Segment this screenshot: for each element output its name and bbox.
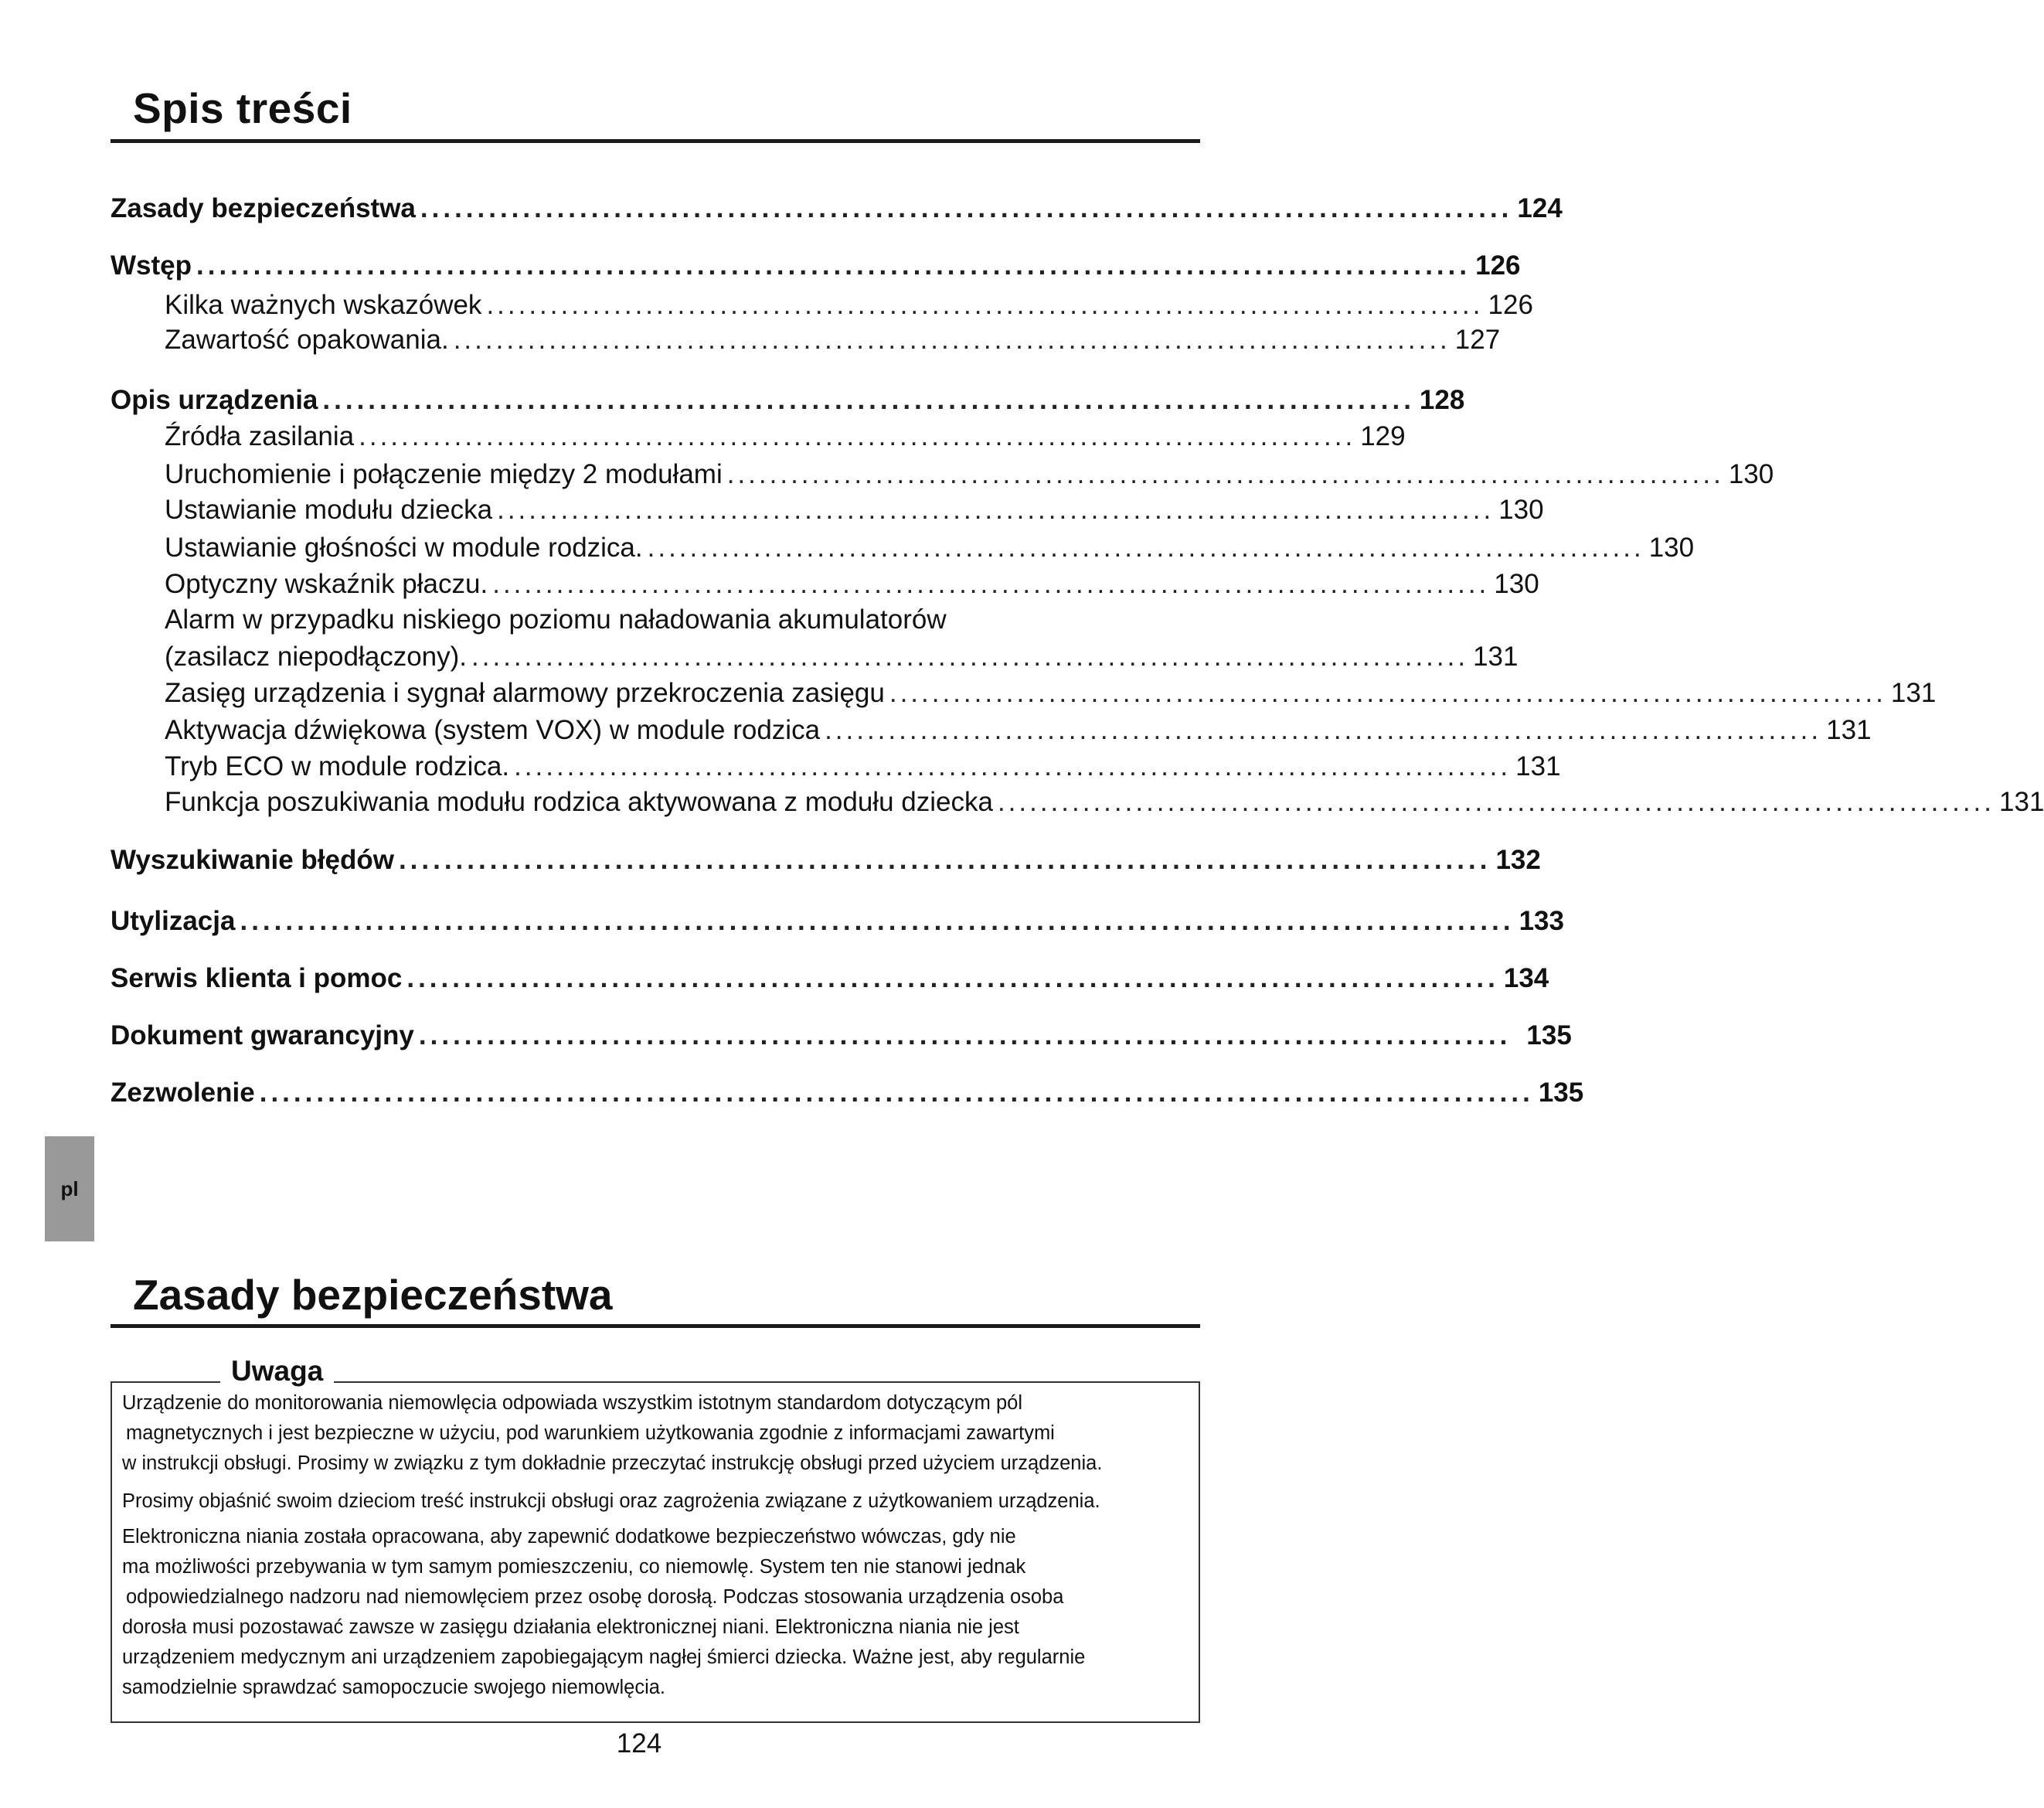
- toc-leader-dots: ..............................................................................................: [486, 290, 1484, 320]
- toc-subentry[interactable]: [165, 325, 1501, 356]
- toc-leader-dots: ................................................................................................................: [196, 250, 1471, 281]
- notice-line: magnetycznych i jest bezpieczne w użyciu, pod warunkiem użytkowania zgodnie z informacjami zawartymi: [126, 1422, 1055, 1444]
- toc-subentry[interactable]: [165, 421, 1406, 452]
- toc-entry-page: 130: [1648, 533, 1695, 563]
- notice-line: dorosła musi pozostawać zawsze w zasięgu działania elektronicznej niani. Elektroniczna niania nie jest: [122, 1616, 1019, 1638]
- toc-entry[interactable]: [111, 250, 1521, 281]
- toc-leader-dots: ..............................................................................................: [889, 678, 1886, 708]
- toc-entry-label: Uruchomienie i połączenie między 2 modułami: [165, 459, 723, 489]
- toc-entry-label: Zasady bezpieczeństwa: [111, 193, 416, 223]
- toc-entry-page: 126: [1475, 250, 1521, 281]
- notice-line: ma możliwości przebywania w tym samym pomieszczeniu, co niemowlę. System ten nie stanowi jednak: [122, 1556, 1026, 1578]
- toc-leader-dots: ................................................................................................: [398, 845, 1491, 875]
- toc-entry-label: Zasięg urządzenia i sygnał alarmowy przekroczenia zasięgu: [165, 678, 885, 708]
- toc-entry[interactable]: [111, 845, 1541, 876]
- toc-entry-label: Optyczny wskaźnik płaczu.: [165, 569, 488, 599]
- toc-leader-dots: ................................................................................................................: [259, 1078, 1534, 1108]
- toc-subentry[interactable]: [165, 533, 1695, 564]
- toc-entry-page: 124: [1517, 193, 1563, 223]
- toc-entry-label: Zezwolenie: [111, 1078, 255, 1108]
- toc-entry-page: 130: [1498, 495, 1544, 525]
- toc-entry-label: (zasilacz niepodłączony).: [165, 642, 468, 672]
- notice-line: Elektroniczna niania została opracowana, aby zapewnić dodatkowe bezpieczeństwo wówczas, gdy nie: [122, 1526, 1016, 1548]
- toc-leader-dots: ..............................................................................................: [471, 642, 1469, 672]
- toc-entry-page: 129: [1360, 421, 1406, 451]
- toc-entry-label: Serwis klienta i pomoc: [111, 963, 403, 993]
- toc-entry-label: Ustawianie głośności w module rodzica.: [165, 533, 643, 563]
- toc-entry-label: Kilka ważnych wskazówek: [165, 290, 482, 320]
- toc-entry-label: Opis urządzenia: [111, 385, 318, 415]
- toc-subentry[interactable]: [165, 569, 1539, 600]
- toc-entry-label: Wyszukiwanie błędów: [111, 845, 394, 875]
- toc-entry-page: 131: [1826, 715, 1872, 745]
- toc-entry-label: Źródła zasilania: [165, 421, 355, 451]
- toc-leader-dots: ..............................................................................................: [647, 533, 1644, 563]
- toc-entry-label: Ustawianie modułu dziecka: [165, 495, 493, 525]
- toc-entry-page: 131: [1999, 787, 2044, 817]
- toc-entry-page: 126: [1488, 290, 1533, 320]
- toc-subentry[interactable]: [165, 715, 1872, 746]
- toc-leader-dots: ................................................................................................: [406, 963, 1499, 993]
- toc-leader-dots: ..............................................................................................: [359, 421, 1356, 451]
- toc-entry-page: 131: [1890, 678, 1937, 708]
- toc-leader-dots: ................................................................................................: [322, 385, 1415, 415]
- toc-entry[interactable]: [111, 963, 1549, 994]
- page-number: 124: [616, 1728, 662, 1759]
- toc-entry-page: 132: [1495, 845, 1541, 875]
- toc-entry[interactable]: [111, 193, 1563, 224]
- toc-subentry[interactable]: [165, 642, 1519, 672]
- language-tab-label: pl: [60, 1176, 79, 1200]
- toc-leader-dots: ..............................................................................................: [825, 715, 1822, 745]
- toc-entry-label: Funkcja poszukiwania modułu rodzica aktywowana z modułu dziecka: [165, 787, 993, 817]
- toc-subentry[interactable]: [165, 459, 1774, 490]
- notice-line: Prosimy objaśnić swoim dzieciom treść instrukcji obsługi oraz zagrożenia związane z użytkowaniem urządzenia.: [122, 1490, 1100, 1512]
- toc-leader-dots: ..............................................................................................: [453, 325, 1451, 355]
- toc-leader-dots: ..............................................................................................: [514, 751, 1512, 781]
- toc-entry-page: 134: [1503, 963, 1549, 993]
- toc-entry[interactable]: [111, 1078, 1584, 1108]
- toc-entry-page: 135: [1538, 1078, 1584, 1108]
- toc-subentry[interactable]: [165, 495, 1544, 526]
- toc-subentry[interactable]: [165, 787, 2044, 818]
- toc-entry-label: Wstęp: [111, 250, 192, 281]
- toc-entry-label: Zawartość opakowania.: [165, 325, 449, 355]
- language-tab: [45, 1136, 94, 1241]
- toc-leader-dots: ..............................................................................................: [497, 495, 1495, 525]
- toc-leader-dots: ..............................................................................................: [726, 459, 1724, 489]
- section-title: Zasady bezpieczeństwa: [133, 1271, 613, 1319]
- page-title: Spis treści: [133, 84, 352, 132]
- title-rule: [111, 139, 1200, 143]
- toc-leader-dots: ..............................................................................................: [492, 569, 1490, 599]
- toc-subentry-continued[interactable]: [165, 604, 947, 635]
- toc-entry-label: Dokument gwarancyjny: [111, 1020, 414, 1050]
- toc-entry-page: 130: [1494, 569, 1539, 599]
- toc-entry-page: 133: [1519, 906, 1564, 936]
- toc-entry-page: 135: [1526, 1020, 1572, 1050]
- notice-line: w instrukcji obsługi. Prosimy w związku z tym dokładnie przeczytać instrukcję obsługi przed użyciem urządzenia.: [122, 1452, 1103, 1474]
- toc-entry-label: Aktywacja dźwiękowa (system VOX) w module rodzica: [165, 715, 821, 745]
- toc-entry[interactable]: [111, 906, 1564, 937]
- toc-entry-label: Utylizacja: [111, 906, 236, 936]
- toc-entry-page: 127: [1454, 325, 1501, 355]
- notice-line: Urządzenie do monitorowania niemowlęcia odpowiada wszystkim istotnym standardom dotyczącym pól: [122, 1392, 1023, 1414]
- toc-entry-label: Tryb ECO w module rodzica.: [165, 751, 510, 781]
- toc-entry[interactable]: [111, 385, 1465, 416]
- toc-entry[interactable]: [111, 1020, 1572, 1051]
- notice-line: urządzeniem medycznym ani urządzeniem zapobiegającym nagłej śmierci dziecka. Ważne jest, aby regularnie: [122, 1646, 1086, 1668]
- toc-leader-dots: ................................................................................................: [418, 1020, 1512, 1050]
- toc-leader-dots: ..............................................................................................: [997, 787, 1995, 817]
- toc-leader-dots: ................................................................................................: [420, 193, 1513, 223]
- notice-heading: Uwaga: [220, 1353, 334, 1390]
- toc-entry-label: Alarm w przypadku niskiego poziomu naładowania akumulatorów: [165, 604, 947, 635]
- toc-subentry[interactable]: [165, 290, 1533, 321]
- notice-line: samodzielnie sprawdzać samopoczucie swojego niemowlęcia.: [122, 1677, 666, 1698]
- toc-subentry[interactable]: [165, 751, 1561, 782]
- toc-entry-page: 131: [1515, 751, 1561, 781]
- toc-leader-dots: ................................................................................................................: [240, 906, 1515, 936]
- toc-entry-page: 128: [1419, 385, 1465, 415]
- toc-entry-page: 130: [1728, 459, 1774, 489]
- toc-subentry[interactable]: [165, 678, 1937, 709]
- toc-entry-page: 131: [1473, 642, 1519, 672]
- section-rule: [111, 1324, 1200, 1328]
- notice-line: odpowiedzialnego nadzoru nad niemowlęciem przez osobę dorosłą. Podczas stosowania urządzenia osoba: [126, 1586, 1064, 1608]
